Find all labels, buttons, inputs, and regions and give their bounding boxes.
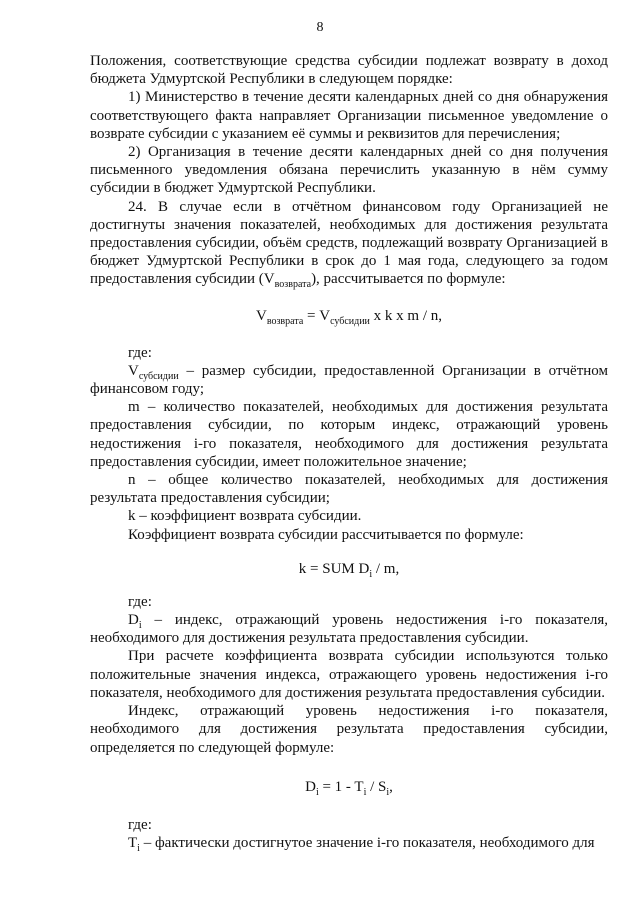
paragraph-ministry-notice: 1) Министерство в течение десяти календарных дней со дня обнаружения соответствующего факта направляет Организации письменное уведомление о возврате субсидии с указанием её суммы и реквизитов для перечисления; — [90, 89, 608, 142]
paragraph-positive-values: При расчете коэффициента возврата субсидии используются только положительные значения индекса, отражающего уровень недостижения i-го показателя, необходимого для достижения результата предоставления субсидии. — [90, 648, 608, 701]
definition-v-subsidy: $V_{субсидии}$ – размер субсидии, предоставленной Организации в отчётном финансовом году; — [90, 362, 608, 398]
definition-t: $T_i$ – фактически достигнутое значение i-го показателя, необходимого для — [128, 834, 595, 854]
formula-coefficient: k = SUM $D_i$ / m, — [298, 560, 400, 580]
where-label-1: где: — [128, 344, 152, 361]
page-number: 8 — [316, 20, 324, 35]
definition-d: $D_i$ – индекс, отражающий уровень недостижения i-го показателя, необходимого для достижения результата предоставления субсидии. — [90, 612, 608, 647]
formula-return-volume: $V_{возврата} = V_{субсидии}$ x k x m / n, — [255, 307, 442, 327]
where-label-2: где: — [128, 593, 152, 610]
paragraph-organization-transfer: 2) Организация в течение десяти календарных дней со дня получения письменного уведомления обязана перечислить указанную в нём сумму субсидии в бюджет Удмуртской Республики. — [90, 144, 608, 197]
definition-k: k – коэффициент возврата субсидии. — [128, 508, 362, 525]
formula-index: $D_i = 1 - T_i / S_i$, — [305, 778, 393, 798]
where-label-3: где: — [128, 816, 152, 833]
paragraph-coefficient-intro: Коэффициент возврата субсидии рассчитывается по формуле: — [128, 526, 524, 543]
definition-m: m – количество показателей, необходимых для достижения результата предоставления субсидии, по которым индекс, отражающий уровень недостижения i-го показателя, необходимого для достижения результата предоставления субсидии, имеет положительное значение; — [90, 399, 608, 470]
definition-n: n – общее количество показателей, необходимых для достижения результата предоставления субсидии; — [90, 472, 608, 507]
document-body — [90, 52, 608, 852]
paragraph-index-formula-intro: Индекс, отражающий уровень недостижения i-го показателя, необходимого для достижения результата предоставления субсидии, определяется по следующей формуле: — [90, 703, 608, 756]
paragraph-24: 24. В случае если в отчётном финансовом году Организацией не достигнуты значения показателей, необходимых для достижения результата предоставления субсидии, объём средств, подлежащий возврату Организацией в бюджет Удмуртской Республики в срок до 1 мая года, следующего за годом предоставления субсидии $(V_{возврата})$, рассчитывается по формуле: — [90, 198, 608, 291]
paragraph-return-order: Положения, соответствующие средства субсидии подлежат возврату в доход бюджета Удмуртской Республики в следующем порядке: — [90, 53, 608, 88]
